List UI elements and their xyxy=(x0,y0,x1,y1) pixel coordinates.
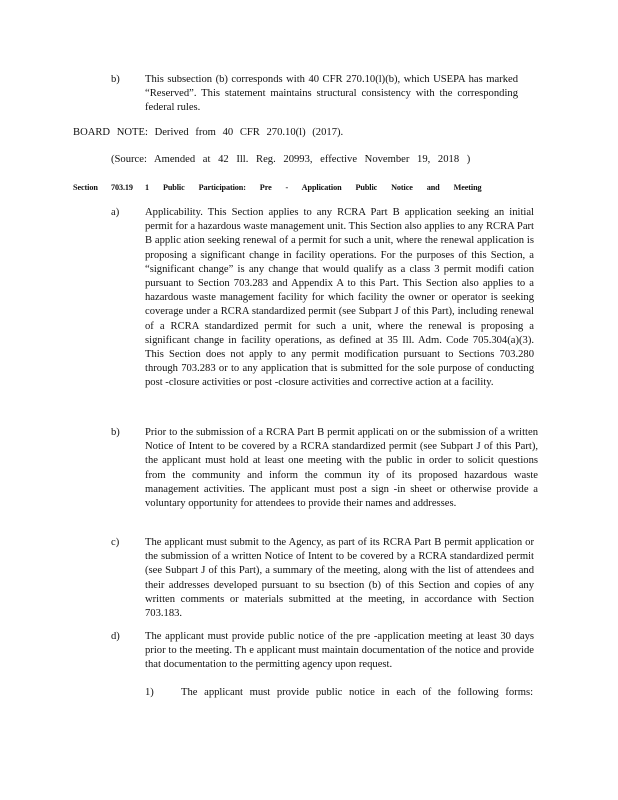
item-b-label: b) xyxy=(111,427,120,438)
subitem-1-label: 1) xyxy=(145,687,154,698)
board-note: BOARD NOTE: Derived from 40 CFR 270.10(l) (2017). xyxy=(73,127,344,138)
item-d-label: d) xyxy=(111,631,120,642)
item-b-text: Prior to the submission of a RCRA Part B permit applicati on or the submission of a written Notice of Intent to be covered by a RCRA standardized permit (see Subpart J of this Part), the applicant must hold at least one meeting with the public in order to solicit questions from the community and inform the commun ity of its proposed hazardous waste management activities. The applicant must post a sign -in sheet or otherwise provide a voluntary opportunity for attendees to provide their names and addresses. xyxy=(145,427,538,510)
section-heading-label: Section xyxy=(73,183,98,192)
subitem-1-text: The applicant must provide public notice in each of the following forms: xyxy=(181,687,534,698)
section-heading-number: 703.19 xyxy=(111,183,133,192)
item-a-label: a) xyxy=(111,207,120,218)
item-c-label: c) xyxy=(111,537,120,548)
source-note: (Source: Amended at 42 Ill. Reg. 20993, effective November 19, 2018 ) xyxy=(111,154,471,165)
item-a-text: Applicability. This Section applies to any RCRA Part B application seeking an initial permit for a hazardous waste management unit. This Section also applies to any RCRA Part B applic ation seeking renewal of a permit for such a unit, where the renewal application is proposing a significant change in facility operations. For the purposes of this Section, a “significant change” is any change that would qualify as a class 3 permit modifi cation pursuant to Section 703.283 and Appendix A to this Part. This Section also applies to a hazardous waste management facility for which facility the owner or operator is seeking coverage under a RCRA standardized permit (see Subpart J of this Part), including renewal of a RCRA standardized permit for such a unit, where the renewal is proposing a significant change in facility operations, as defined at 35 Ill. Adm. Code 705.304(a)(3). This Section does not apply to any permit modification pursuant to Sections 703.280 through 703.283 or to any application that is submitted for the sole purpose of conducting post -closure activities or post -closure activities and corrective action at a facility. xyxy=(145,207,534,389)
item-d-text: The applicant must provide public notice of the pre -application meeting at least 30 days prior to the meeting. Th e applicant must maintain documentation of the notice and provide that documentation to the permitting agency upon request. xyxy=(145,631,534,671)
top-item-label: b) xyxy=(111,74,120,85)
top-item-text: This subsection (b) corresponds with 40 CFR 270.10(l)(b), which USEPA has marked “Reserved”. This statement maintains structural consistency with the corresponding federal rules. xyxy=(145,74,518,114)
item-c-text: The applicant must submit to the Agency, as part of its RCRA Part B permit application or the submission of a written Notice of Intent to be covered by a RCRA standardized permit (see Subpart J of this Part), a summary of the meeting, along with the list of attendees and their addresses developed pursuant to su bsection (b) of this Section and copies of any written comments or materials submitted at the meeting, in accordance with Section 703.183. xyxy=(145,537,534,620)
section-heading-title: 1 Public Participation: Pre - Application Public Notice and Meeting xyxy=(145,183,482,192)
